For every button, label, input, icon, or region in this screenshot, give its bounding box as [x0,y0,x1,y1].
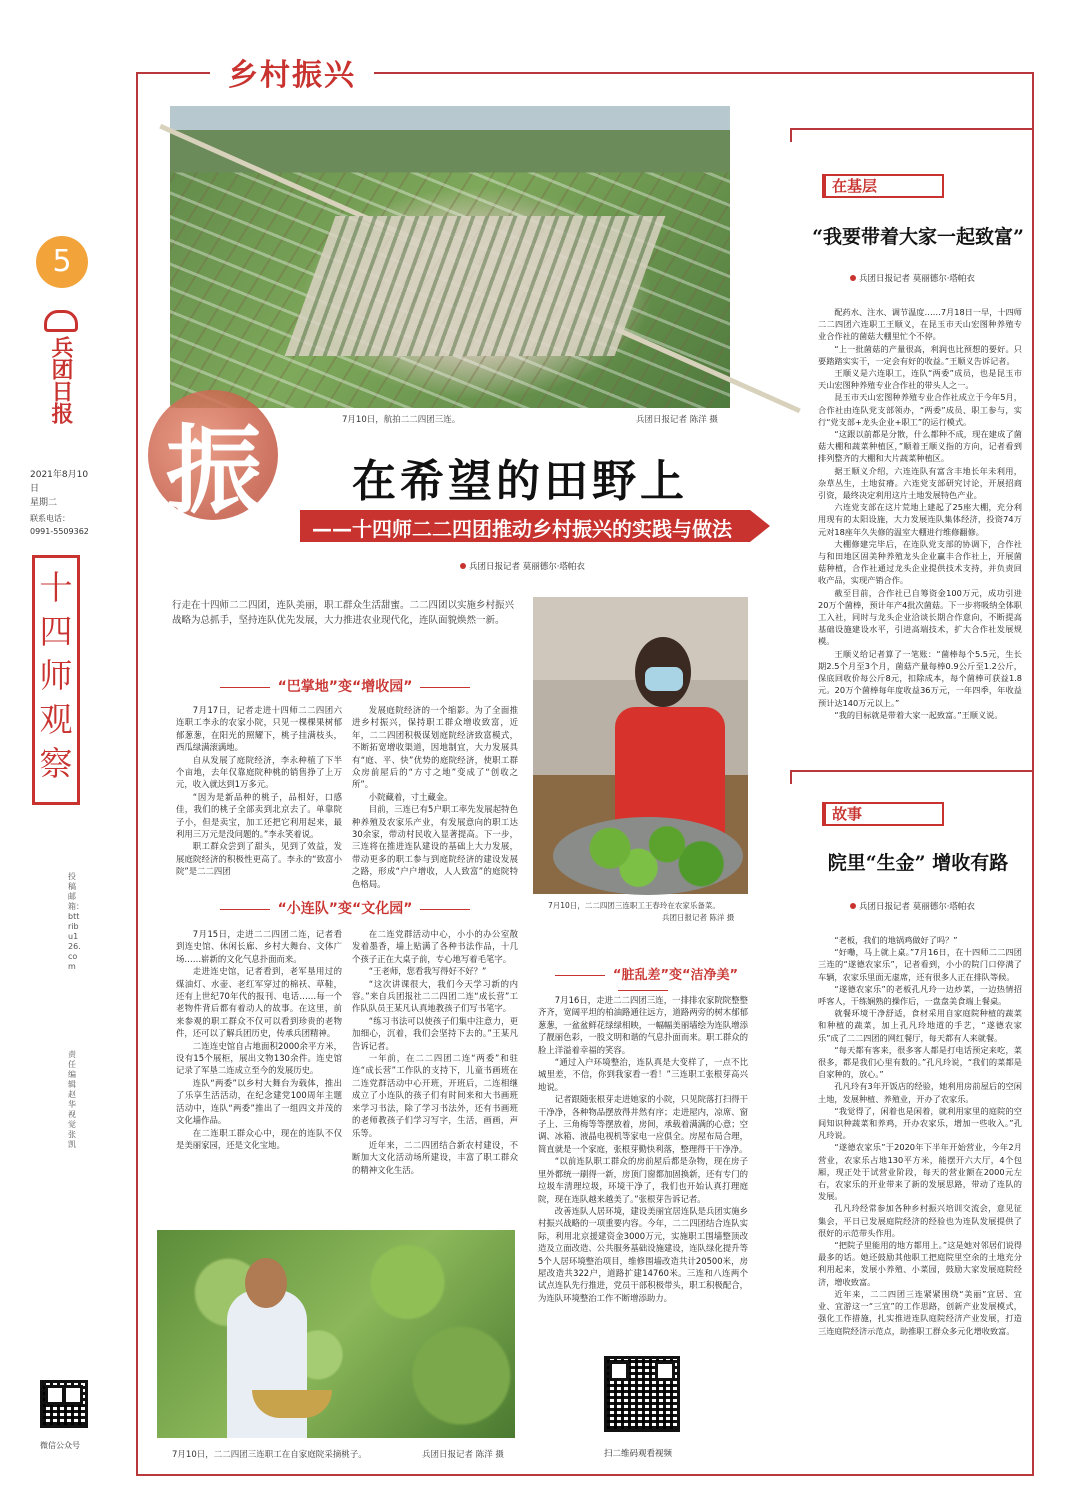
woman-caption: 7月10日，二二四团三连职工王春玲在农家乐备菜。 [548,901,720,910]
paragraph: 7月16日，走进二二四团三连，一排排农家院院整整齐齐，宽阔平坦的柏油路通往远方，道路两旁的树木郁郁葱葱，一盆盆鲜花绿绿相映，一幅幅美丽墙绘为连队增添了靓丽色彩，一股文明和谐的气息扑面而来。职工群众的脸上洋溢着幸福的笑容。 [538,995,748,1055]
paragraph: “我觉得了，闲着也是闲着，就利用家里的庭院的空间知识种蔬菜和养鸡，开办农家乐，增加一些收入。”孔凡玲说。 [818,1105,1022,1141]
paragraph: 发展庭院经济的一个缩影。为了全面推进乡村振兴，保持职工群众增收致富，近年，二二四团积极谋划庭院经济致富模式，不断拓宽增收渠道，因地制宜，大力发展具有“庭、平、快”优势的庭院经济，使职工群众房前屋后的“方寸之地”变成了“创收之所”。 [352,705,518,790]
paragraph: “老板，我们的地锅鸡做好了吗？” [834,935,958,945]
byline-dot-icon [460,563,466,569]
aerial-village [285,216,666,356]
video-qr-code[interactable] [604,1356,680,1432]
paragraph: “因为是新品种的桃子，品相好，口感佳，我们的桃子全部卖到北京去了。单靠院子小，但是卖宝，加工还把它利用起来，最利用三万元是没问题的。”李永笑着说。 [176,791,342,840]
main-byline [460,560,585,572]
editor-credit: 责任编辑 赵 华 视觉 张凯 [68,1050,76,1149]
paragraph: 近年来，二二四团结合新农村建设，不断加大文化活动场所建设，丰富了职工群众的精神文化生活。 [352,1139,518,1175]
man-credit: 兵团日报记者 陈洋 摄 [422,1450,504,1460]
paragraph: 目前，三连已有5户职工率先发展起特色种养殖及农家乐产业，有发展意向的职工达30余家，带动村民收入显著提高。下一步，三连将在推进连队建设的基础上大力发展，带动更多的职工参与到庭院经济的建设发展之路，形成“户户增收，人人致富”的庭院特色格局。 [352,804,518,889]
column-char: 十 [39,568,73,607]
lead-paragraph: 行走在十四师二二四团，连队美丽，职工群众生活甜蜜。二二四团以实施乡村振兴战略为总抓手，坚持连队优先发展，大力推进农业现代化，连队面貌焕然一新。 [172,600,515,626]
sidebar-byline-1 [850,272,975,284]
issue-weekday: 星期二 [30,498,58,508]
paragraph: 据王顺义介绍，六连连队有富含丰地长年未利用，杂草丛生，土地贫瘠。六连党支部研究讨论，开展招商引资，最终决定利用这片土地发展特色产业。 [818,465,1022,501]
paragraph: “遂德农家乐”的老板孔凡玲一边炒菜，一边热情招呼客人，干练娴熟的操作后，一盘盘美食端上餐桌。 [818,983,1022,1007]
woman-mask [645,667,683,691]
section-heading-2: “小连队”变“文化园” [172,898,518,918]
aerial-caption: 7月10日，航拍二二四团三连。 [342,415,461,425]
newspaper-logo [36,310,86,424]
woman-cooking-photo [533,597,748,894]
paragraph: “王老师，您看我写得好不好？” [368,966,487,977]
section3-column [538,994,748,1336]
paragraph: “这跟以前都是分散，什么都种不成，现在建成了菌菇大棚和蔬菜种植区，”顺着王顺义指的方向，记者看到排列整齐的大棚和大片蔬菜种植区。 [818,429,1022,464]
logo-text: 兵团日报 [48,336,74,424]
byline-dot-icon [850,903,856,909]
aerial-photo [170,106,730,408]
paragraph: 一年前，在二二四团二连“两委”和驻连“成长营”工作队的支持下，儿童书画班在二连党群活动中心开班，开班后，二连相继成立了小连队的孩子们有时间来和大书画班来学习书法，除了学习书法外，还有书画班的老师教孩子们学习写字，生活，画画，声乐等。 [352,1053,518,1138]
section2-column-a [176,928,342,1190]
contact-phone: 0991-5509362 [30,527,89,536]
byline-dot-icon [850,275,856,281]
section1-column-a [176,704,342,882]
sidebar-headline-1: “我要带着大家一起致富” [812,226,1024,248]
issue-date [30,468,96,510]
sidebar-byline-2 [850,900,975,912]
paragraph: 昆玉市天山宏图种养殖专业合作社成立于今年5月，合作社由连队党支部领办，“两委”成员、职工参与，实行“党支部+龙头企业+职工”的运行模式。 [818,392,1022,427]
paragraph: “通过入户环境整治，连队真是大变样了，一点不比城里差，不信，你到我家看一看！”三连职工张根芽高兴地说。 [538,1057,748,1092]
aerial-credit: 兵团日报记者 陈洋 摄 [636,415,718,425]
section-heading-1: “巴掌地”变“增收园” [172,676,518,696]
sidebar-tag-text: 故事 [832,805,863,823]
paragraph: “以前连队职工群众的房前屋后都是杂物，现在房子里外都统一刷得一新，房顶门窗都加固换新，还有专门的垃圾车清理垃圾，环境干净了，我们也开始认真打理庭院，现在连队越来越美了。”张根芽告诉记者。 [538,1156,748,1204]
paragraph: 连队“两委”以乡村大舞台为载体，推出了乐享生活活动，在纪念建党100周年主题活动中，连队“两委”推出了一组四文并茂的文化墙作品。 [176,1077,342,1126]
column-char: 四 [39,612,73,651]
section-heading-3: “脏乱差”变“洁净美” [530,964,755,998]
paragraph: “练习书法可以使孩子们集中注意力，更加细心，沉着，我们会坚持下去的。”王某凡告诉记者。 [352,1015,518,1051]
paragraph: 王顺义是六连职工，连队“两委”成员，也是昆玉市天山宏图种养殖专业合作社的带头人之一。 [818,368,1022,391]
section-title: 乡村振兴 [210,50,374,94]
paragraph: 孔凡玲有3年开饭店的经验，她利用房前屋后的空闲土地，发展种植、养殖业，开办了农家乐。 [818,1081,1022,1104]
paragraph: 自从发展了庭院经济，李永种植了下半个亩地，去年仅靠庭院种桃的销售挣了上万元，收入就达到1万多元。 [176,754,342,790]
paragraph: “遂德农家乐”于2020年下半年开始营业，今年2月营业，农家乐占地130平方米，能摆开六大厅，4个包厢，现正处于试营业阶段，每天的营业额在2000元左右，农家乐的开业带来了新的发展思路，带动了连队的发展。 [818,1142,1022,1202]
contact-label: 联系电话： [30,514,70,523]
paragraph: 近年来，二二四团三连紧紧围绕“美丽”宜居、宜业、宜游这一“三宜”的工作思路，创新产业发展模式，强化工作措施，扎实推进连队庭院经济产业发展，打造三连庭院经济示范点，助推职工群众多元化增收致富。 [818,1288,1022,1336]
sidebar-frame-middle [790,770,1034,784]
wechat-qr-code [40,1380,88,1428]
main-byline-text: 兵团日报记者 莫丽德尔·塔帕衣 [469,562,585,572]
paragraph: 7月15日，走进二二四团二连，记者看到连史馆、休闲长廊、乡村大舞台、文体广场……崭新的文化气息扑面而来。 [176,929,342,964]
paragraph: 记者跟随张根芽走进她家的小院，只见院落打扫得干干净净，各种物品摆放得井然有序；走进屋内，凉席、窗子上、三角梅等等摆放着，房间，承载着满满的心意；空调、冰箱、液晶电视机等家电一应俱全。房屋布局合理，简直就是一个家庭，张根芽勤快利落，整理得干干净净。 [538,1094,748,1154]
sidebar-headline-2: 院里“生金” 增收有路 [827,852,1009,874]
headline-big-char: 振 [166,414,262,527]
paragraph: 就餐环境干净舒适，食材采用自家庭院种植的蔬菜和种植的蔬菜，加上孔凡玲地道的手艺，“遂德农家乐”成了二二四团的网红餐厅，每天都有人来就餐。 [818,1008,1022,1043]
column-char: 察 [39,744,73,783]
sidebar-byline-1-text: 兵团日报记者 莫丽德尔·塔帕衣 [859,274,975,284]
submission-email: 投稿邮箱：bttribu126.com [68,872,84,971]
issue-date-text: 2021年8月10日 [30,470,89,494]
paragraph: 王顺义给记者算了一笔账：“菌棒每个5.5元，生长期2.5个月至3个月，菌菇产量每棒0.9公斤至1.2公斤，保底回收价每公斤8元，扣除成本，每个菌棒可获益1.8元。20万个菌棒每年度收益36万元，一年四季，年收益预计达140万元以上。” [818,648,1022,708]
paragraph: 六连党支部在这片荒地上建起了25座大棚，充分利用现有的太阳设施，大力发展连队集体经济，投资74万元对18座年久失修的温室大棚进行维修翻修。 [818,502,1022,537]
pepper-basin [553,817,743,895]
paragraph: 改善连队人居环境，建设美丽宜居连队是兵团实施乡村振兴战略的一项重要内容。今年，二二四团结合连队实际，利用北京援建资金3000万元，实施职工围墙整顶改造及立面改造、公共服务基础设施建设，连队绿化提升等5个人居环境整治项目，维修围墙改造共计20500米，房屋改造共322户，道路扩建14760米。三连和八连两个试点连队先行推进，党员干部积极带头，职工积极配合，为连队环境整治工作不断增添助力。 [538,1205,748,1303]
section2-column-b [352,928,518,1190]
column-title-box [32,555,80,805]
sidebar-tag-text: 在基层 [832,177,878,195]
man-caption: 7月10日，二二四团三连职工在自家庭院采摘桃子。 [172,1450,367,1460]
page-number: 5 [36,236,88,288]
sidebar-byline-2-text: 兵团日报记者 莫丽德尔·塔帕衣 [859,902,975,912]
subheadline: ——十四师二二四团推动乡村振兴的实践与做法 [312,517,732,541]
logo-mark-icon [44,310,78,332]
woman-credit: 兵团日报记者 陈洋 摄 [662,913,735,922]
paragraph: 二连连史馆自占地面积2000余平方米，设有15个展柜，展出文物130余件。连史馆记录了军垦二连成立至今的发展历史。 [176,1040,342,1076]
main-headline: 在希望的田野上 [352,456,688,507]
paragraph: 大棚修建完毕后，在连队党支部的协调下，合作社与和田地区固美种养殖龙头企业赢丰合作社上，开展菌菇种植，合作社通过龙头企业提供技术支持，并负责回收产品，实现产销合作。 [818,538,1022,586]
sidebar-frame-top [790,128,1034,142]
sidebar-article-2 [818,934,1022,1364]
sidebar-article-1 [818,306,1022,758]
section1-column-b [352,704,518,889]
paragraph: 在二连职工群众心中，现在的连队不仅是美丽家园，还是文化宝地。 [176,1127,342,1150]
paragraph: “好嘞，马上就上桌。”7月16日，在十四师二二四团三连的“遂德农家乐”，记者看到，小小的院门口停满了车辆，农家乐里面无虚席，还有很多人正在排队等候。 [818,947,1022,982]
sidebar-tag-grassroots [822,174,944,198]
column-char: 师 [39,656,73,695]
paragraph: “上一批菌菇的产量很高，利润也比预想的要好。只要踏踏实实干，一定会有好的收益。”王顺义告诉记者。 [818,343,1022,366]
paragraph: 截至目前，合作社已自筹资金100万元，成功引进20万个菌棒，预计年产4批次菌菇。下一步将吸纳全体职工入社，同时与龙头企业洽谈长期合作意向，不断提高基础设施建设水平，引进高端技术，扩大合作社发展规模。 [818,587,1022,647]
paragraph: “把院子里能用的地方都用上。”这是她对邻居们说得最多的话。她还鼓励其他职工把庭院里空余的土地充分利用起来，发展小养殖、小菜园，鼓励大家发展庭院经济，增收致富。 [818,1240,1022,1287]
paragraph: 走进连史馆，记者看到，老军垦用过的煤油灯、水壶、老红军穿过的棉袄、草鞋，还有上世纪70年代的报刊、电话……每一个老物件背后都有着动人的故事。在这里，前来参观的职工群众不仅可以看到珍贵的老物件，还可以了解兵团历史，传承兵团精神。 [176,966,342,1039]
paragraph: 配药水、注水、调节温度……7月18日一早，十四师二二四团六连职工王顺义，在昆玉市天山宏图种养殖专业合作社的菌菇大棚里忙个不停。 [818,307,1022,342]
paragraph: “这次讲课很大，我们今天学习新的内容。”来自兵团报社二二四团二连“成长营”工作队队员王某凡认真地教孩子们写书笔字。 [352,978,518,1014]
paragraph: “每天都有客来，很多客人都是打电话预定来吃，菜很多，都是我们心里有数的。”孔凡玲说，“我们的菜都是自家种的，放心。” [818,1044,1022,1080]
paragraph: 在二连党群活动中心，小小的办公室散发着墨香，墙上贴满了各种书法作品，十几个孩子正在大桌子前，专心地写着毛笔字。 [352,929,518,964]
column-char: 观 [39,700,73,739]
paragraph: 7月17日，记者走进十四师二二四团六连职工李永的农家小院，只见一棵棵果树郁郁葱葱，在阳光的照耀下，桃子挂满枝头，西瓜绿满滚满地。 [176,705,342,753]
wechat-label: 微信公众号 [40,1441,80,1450]
video-qr-label: 扫二维码观看视频 [604,1449,673,1459]
paragraph: 小院藏着，寸土藏金。 [368,791,453,802]
paragraph: “我的目标就是带着大家一起致富。”王顺义说。 [834,709,1003,720]
contact-info [30,512,96,538]
man-face [245,1258,287,1308]
paragraph: 孔凡玲经常参加各种乡村振兴培训交流会，意见征集会，平日已发展庭院经济的经验也为连队发展提供了很好的示范带头作用。 [818,1203,1022,1238]
peach-picking-photo [157,1230,515,1438]
paragraph: 职工群众尝到了甜头，见到了效益，发展庭院经济的积极性更高了。李永的“致富小院”是二二四团 [176,841,342,877]
sidebar-tag-story [822,802,944,826]
